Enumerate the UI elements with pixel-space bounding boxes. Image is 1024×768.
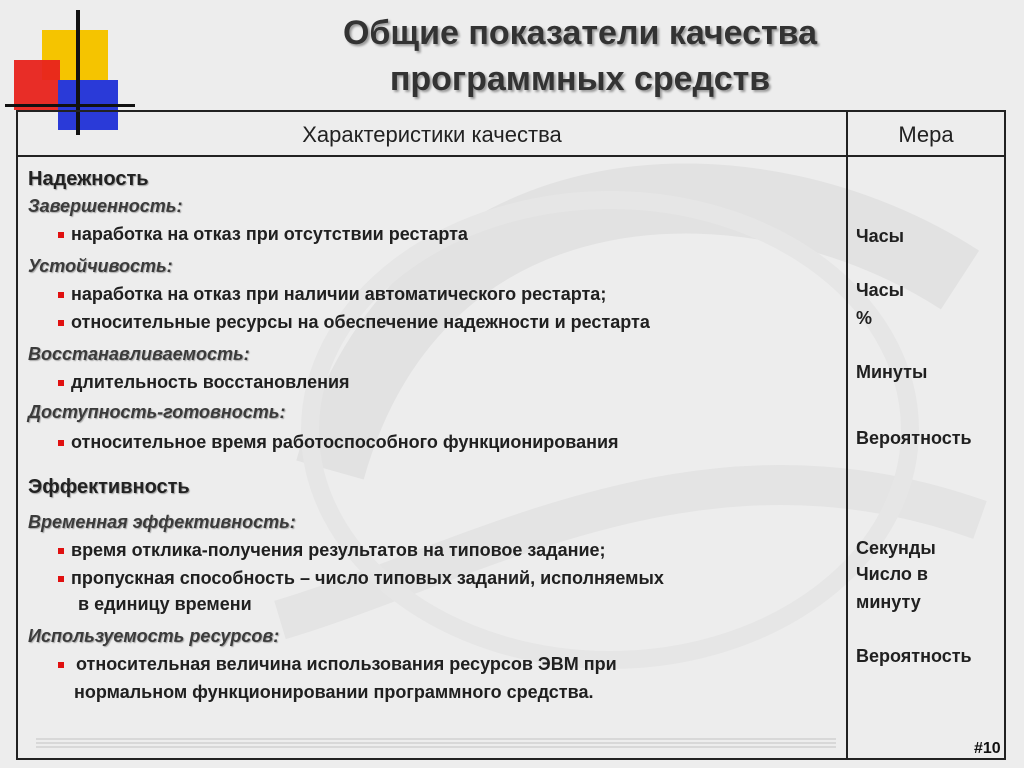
subsection-availability: Доступность-готовность: [28,402,286,422]
slide-number: #10 [974,740,1001,757]
list-item [58,540,606,561]
bullet-icon [58,380,64,386]
list-item [58,568,664,589]
bullet-icon [58,320,64,326]
measure-value: Вероятность [856,646,972,666]
list-item [58,372,350,393]
item-text: относительное время работоспособного функционирования [71,432,619,452]
item-continuation: нормальном функционировании программного средства. [74,682,594,702]
section-reliability: Надежность [28,168,149,190]
item-text: наработка на отказ при отсутствии рестарта [71,224,468,244]
measure-value: Число в [856,564,928,584]
subsection-stability: Устойчивость: [28,256,173,276]
bullet-icon [58,292,64,298]
page-title [230,10,930,102]
header-measure: Мера [898,122,954,147]
list-item [58,224,468,245]
item-text: длительность восстановления [71,372,350,392]
bullet-icon [58,440,64,446]
bullet-icon [58,576,64,582]
section-efficiency: Эффективность [28,476,190,498]
item-text: время отклика-получения результатов на типовое задание; [71,540,606,560]
item-text: наработка на отказ при наличии автоматического рестарта; [71,284,607,304]
subsection-completeness: Завершенность: [28,196,183,216]
measure-value: Секунды [856,538,936,558]
measure-value: Часы [856,280,905,300]
item-text: относительные ресурсы на обеспечение надежности и рестарта [71,312,650,332]
measure-value: % [856,308,873,328]
item-text: относительная величина использования ресурсов ЭВМ при [71,654,617,674]
bullet-icon [58,662,64,668]
item-text: пропускная способность – число типовых заданий, исполняемых [71,568,664,588]
list-item [58,312,650,333]
list-item [58,284,606,305]
quality-table [16,110,1006,760]
column-divider [846,112,848,758]
title-line-1: Общие показатели качества [342,14,818,52]
subsection-resource-usage: Используемость ресурсов: [28,626,280,646]
bullet-icon [58,548,64,554]
measure-value: минуту [856,592,921,612]
item-continuation: в единицу времени [78,594,252,614]
header-divider [18,155,1004,157]
header-characteristics: Характеристики качества [302,122,562,147]
measure-value: Вероятность [856,428,972,448]
measure-value: Часы [856,226,905,246]
subsection-time-efficiency: Временная эффективность: [28,512,296,532]
measure-value: Минуты [856,362,928,382]
list-item [58,432,619,453]
footer-decoration [36,738,836,752]
list-item [58,654,617,675]
subsection-recoverability: Восстанавливаемость: [28,344,250,364]
title-line-2: программных средств [389,60,771,98]
bullet-icon [58,232,64,238]
